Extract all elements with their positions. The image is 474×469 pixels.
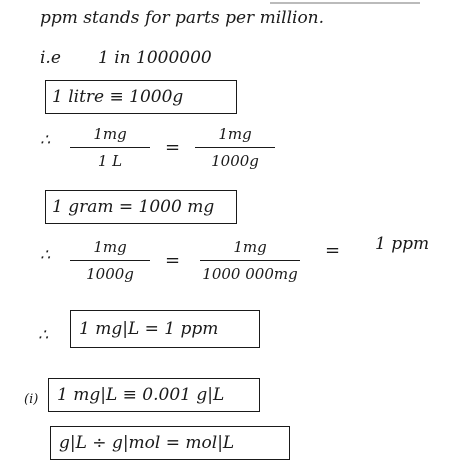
ppm-result: 1 ppm xyxy=(375,234,430,254)
numerator: 1mg xyxy=(93,238,127,256)
denominator: 1 L xyxy=(97,152,123,170)
mgL-gL-text: 1 mg|L ≡ 0.001 g|L xyxy=(57,385,225,405)
fraction-bar xyxy=(70,260,150,261)
denominator: 1000g xyxy=(86,265,134,283)
ie-label: i.e xyxy=(40,48,61,68)
litre-gram-text: 1 litre ≡ 1000g xyxy=(52,87,184,107)
item-label: (i) xyxy=(24,392,39,407)
denominator: 1000 000mg xyxy=(202,265,298,283)
fraction-mg-per-million-mg xyxy=(200,237,300,284)
fraction-mg-per-1000g xyxy=(70,237,150,284)
numerator: 1mg xyxy=(93,125,127,143)
definition-text: ppm stands for parts per million. xyxy=(40,8,325,28)
therefore-symbol: ∴ xyxy=(40,130,50,149)
therefore-symbol: ∴ xyxy=(38,325,48,344)
equals-sign: = xyxy=(165,250,181,271)
ie-text: 1 in 1000000 xyxy=(98,48,212,68)
equals-sign: = xyxy=(325,240,341,261)
therefore-symbol: ∴ xyxy=(40,245,50,264)
gram-mg-box xyxy=(45,190,237,224)
molarity-text: g|L ÷ g|mol = mol|L xyxy=(59,433,235,453)
molarity-box xyxy=(50,426,290,460)
mgL-gL-box xyxy=(48,378,260,412)
litre-gram-box xyxy=(45,80,237,114)
numerator: 1mg xyxy=(218,125,252,143)
fraction-bar xyxy=(200,260,300,261)
mgL-ppm-box xyxy=(70,310,260,348)
fraction-mg-per-litre xyxy=(70,124,150,171)
denominator: 1000g xyxy=(211,152,259,170)
fraction-mg-per-gram xyxy=(195,124,275,171)
fraction-bar xyxy=(70,147,150,148)
mgL-ppm-text: 1 mg|L = 1 ppm xyxy=(79,319,219,339)
numerator: 1mg xyxy=(233,238,267,256)
equals-sign: = xyxy=(165,137,181,158)
fraction-bar xyxy=(195,147,275,148)
gram-mg-text: 1 gram = 1000 mg xyxy=(52,197,215,217)
